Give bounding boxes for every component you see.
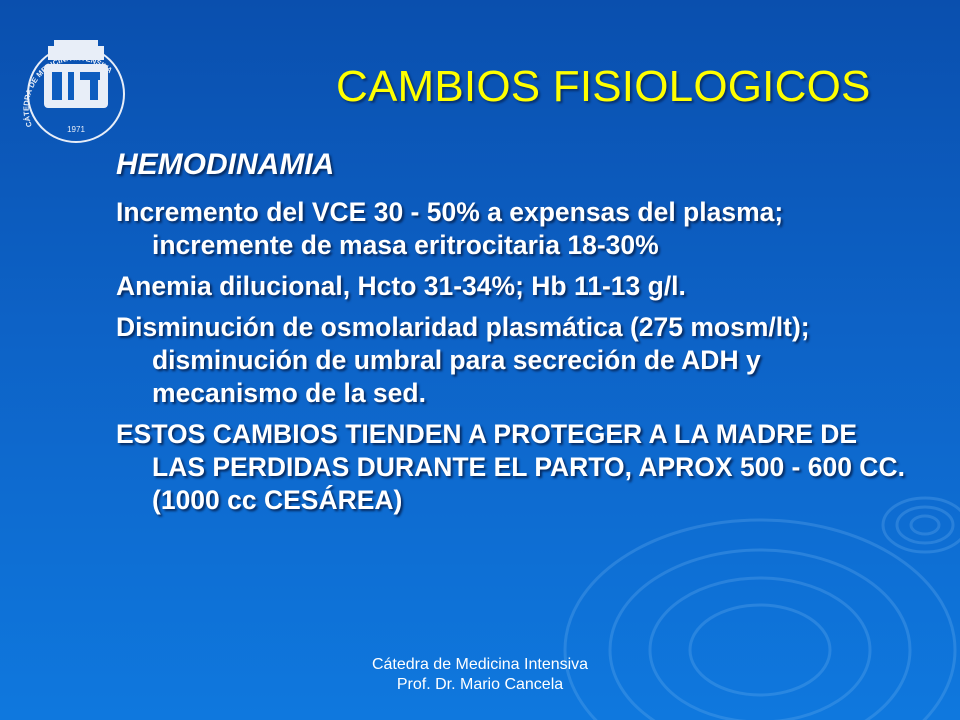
slide-footer — [0, 655, 960, 695]
bullet-item: Incremento del VCE 30 - 50% a expensas del plasma; incremente de masa eritrocitaria 18-30% — [116, 197, 784, 260]
slide-subtitle: HEMODINAMIA — [116, 148, 335, 181]
footer-author: Prof. Dr. Mario Cancela — [396, 676, 564, 693]
bullet-item: Disminución de osmolaridad plasmática (275 mosm/lt); disminución de umbral para secreción de ADH y mecanismo de la sed. — [116, 312, 810, 408]
slide-title: CAMBIOS FISIOLOGICOS — [336, 62, 871, 111]
bullet-item: ESTOS CAMBIOS TIENDEN A PROTEGER A LA MADRE DE LAS PERDIDAS DURANTE EL PARTO, APROX 500 - 600 CC. (1000 cc CESÁREA) — [116, 419, 905, 515]
logo-year: 1971 — [67, 125, 85, 134]
catedra-logo-icon — [14, 34, 138, 146]
logo-ring-text: CÁTEDRA DE MEDICINA INTENSIVA — [21, 53, 115, 129]
bullet-list — [116, 196, 906, 525]
bullet-item: Anemia dilucional, Hcto 31-34%; Hb 11-13 g/l. — [116, 271, 686, 301]
footer-institution: Cátedra de Medicina Intensiva — [371, 656, 589, 673]
